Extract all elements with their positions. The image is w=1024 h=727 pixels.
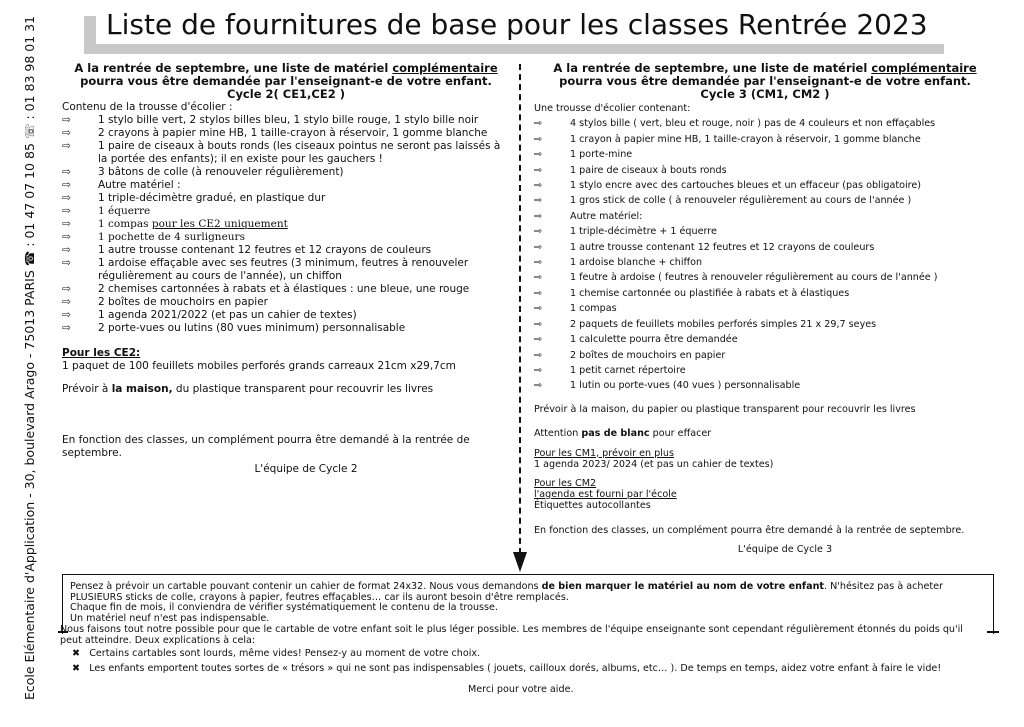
list-item: [534, 378, 996, 393]
footer-notes: [60, 581, 984, 646]
list-item: [62, 205, 510, 218]
footer-border-top: [62, 574, 994, 575]
footer-p1a: Pensez à prévoir un cartable pouvant contenir un cahier de format 24x32. Nous vous demandons: [70, 581, 542, 592]
list-item: [62, 322, 510, 335]
list-item: [62, 192, 510, 205]
cycle2-header-complementaire: complémentaire: [392, 61, 498, 75]
cycle3-home-note: Prévoir à la maison, du papier ou plastique transparent pour recouvrir les livres: [534, 403, 916, 415]
attention-a: Attention: [534, 428, 582, 440]
list-item: [534, 193, 996, 208]
arrow-icon: ⇨: [534, 180, 543, 192]
compas-note: pour les CE2 uniquement: [151, 218, 288, 230]
footer-border-right: [993, 574, 994, 634]
list-item: [534, 224, 996, 239]
arrow-icon: ⇨: [62, 140, 71, 152]
arrow-icon: ⇨: [62, 192, 71, 204]
arrow-icon: ⇨: [62, 296, 71, 308]
list-item-text: 1 autre trousse contenant 12 feutres et 12 crayons de couleurs: [570, 241, 875, 253]
cm2-labels: Étiquettes autocollantes: [534, 499, 651, 511]
cycle2-header: [62, 62, 510, 101]
arrow-icon: ⇨: [62, 127, 71, 139]
cycle2-column: [62, 62, 510, 476]
divider-arrow-icon: [513, 552, 527, 572]
cycle3-header-line1: A la rentrée de septembre, une liste de matériel: [553, 61, 872, 75]
cycle2-intro: Contenu de la trousse d'écolier :: [62, 101, 233, 113]
list-item-text: 1 agenda 2021/2022 (et pas un cahier de textes): [98, 309, 357, 321]
cycle2-home-note: [62, 383, 510, 396]
list-item-text: 1 paire de ciseaux à bouts ronds: [570, 164, 727, 176]
arrow-icon: ⇨: [534, 226, 543, 238]
cycle2-header-line1: A la rentrée de septembre, une liste de matériel: [74, 61, 393, 75]
list-item: [534, 163, 996, 178]
list-item-text: 1 gros stick de colle ( à renouveler régulièrement au cours de l'année ): [570, 195, 912, 207]
list-item: [534, 116, 996, 131]
list-item: [534, 255, 996, 270]
home-note-a: Prévoir à: [62, 383, 112, 395]
list-item-text: 2 crayons à papier mine HB, 1 taille-crayon à réservoir, 1 gomme blanche: [98, 127, 488, 139]
footer-bullet-1-text: Certains cartables sont lourds, même vides! Pensez-y au moment de votre choix.: [89, 648, 481, 659]
list-item: [62, 283, 510, 296]
thanks-note: Merci pour votre aide.: [468, 684, 574, 695]
arrow-icon: ⇨: [62, 244, 71, 256]
home-note-b: la maison,: [111, 383, 173, 395]
arrow-icon: ⇨: [62, 231, 71, 243]
arrow-icon: ⇨: [62, 166, 71, 178]
cm1-text: 1 agenda 2023/ 2024 (et pas un cahier de textes): [534, 458, 774, 470]
list-item-text: 1 stylo encre avec des cartouches bleues et un effaceur (pas obligatoire): [570, 180, 922, 192]
arrow-icon: ⇨: [534, 334, 543, 346]
cycle3-list: [534, 116, 996, 393]
arrow-icon: ⇨: [534, 287, 543, 299]
list-item-text: 1 ardoise effaçable avec ses feutres (3 minimum, feutres à renouveler régulièrement au cours de l'année), un chiffon: [98, 257, 469, 282]
arrow-icon: ⇨: [534, 380, 543, 392]
list-item: [62, 114, 510, 127]
list-item-text: 1 chemise cartonnée ou plastifiée à rabats et à élastiques: [570, 287, 850, 299]
cycle3-header-line3: Cycle 3 (CM1, CM2 ): [700, 87, 830, 101]
cm2-title: Pour les CM2: [534, 477, 597, 489]
list-item: [534, 348, 996, 363]
list-item-text: 1 petit carnet répertoire: [570, 364, 686, 376]
arrow-icon: ⇨: [534, 164, 543, 176]
column-divider: [519, 64, 521, 554]
cycle3-attention: [534, 426, 996, 441]
list-item-text: 4 stylos bille ( vert, bleu et rouge, noir ) pas de 4 couleurs et non effaçables: [570, 118, 936, 130]
attention-b: pas de blanc: [581, 428, 650, 440]
footer-p1c: . N'hésitez pas à acheter PLUSIEURS sticks de colle, crayons à papier, feutres effaçables… car ils auront besoin d'être remplacés.: [70, 581, 943, 603]
cycle3-header-line2: pourra vous être demandée par l'enseignant-e de votre enfant.: [559, 74, 971, 88]
title-banner: [84, 8, 944, 52]
arrow-icon: ⇨: [62, 205, 71, 217]
list-item-text: 1 feutre à ardoise ( feutres à renouveler régulièrement au cours de l'année ): [570, 272, 938, 284]
arrow-icon: ⇨: [534, 133, 543, 145]
cross-icon: ✖: [72, 648, 81, 659]
list-item: [62, 257, 510, 283]
cm1-title: Pour les CM1, prévoir en plus: [534, 447, 674, 459]
list-item-text: 2 porte-vues ou lutins (80 vues minimum) personnalisable: [98, 322, 406, 334]
footer-p1b: de bien marquer le matériel au nom de votre enfant: [541, 581, 824, 592]
list-item-text: 1 pochette de 4 surligneurs: [98, 231, 245, 243]
footer-bullet-2-text: Les enfants emportent toutes sortes de « trésors » qui ne sont pas indispensables ( jouets, cailloux dorés, albums, etc… ). De temps en temps, aidez votre enfant à faire le vide!: [89, 663, 942, 674]
ce2-title: Pour les CE2:: [62, 347, 141, 359]
list-item-text: 1 triple-décimètre + 1 équerre: [570, 226, 717, 238]
list-item: [534, 132, 996, 147]
list-item: [62, 244, 510, 257]
list-item-text: 2 paquets de feuillets mobiles perforés simples 21 x 29,7 seyes: [570, 318, 877, 330]
arrow-icon: ⇨: [62, 218, 71, 230]
arrow-icon: ⇨: [534, 272, 543, 284]
list-item: [62, 179, 510, 192]
list-item-text: 1 équerre: [98, 205, 151, 217]
cycle3-complement: En fonction des classes, un complément pourra être demandé à la rentrée de septembre.: [534, 524, 965, 536]
title-shadow-bottom: [84, 44, 944, 54]
arrow-icon: ⇨: [62, 322, 71, 334]
cycle2-team: L'équipe de Cycle 2: [254, 463, 358, 475]
list-item-text: 3 bâtons de colle (à renouveler régulièrement): [98, 166, 344, 178]
footer-bullet-1: [72, 648, 480, 659]
footer-p4: Nous faisons tout notre possible pour que le cartable de votre enfant soit le plus léger possible. Les membres de l'équipe enseignante sont cependant régulièrement étonnés du poids qu'il peut atteindre. Deux explications à cela:: [60, 624, 963, 646]
list-item: [62, 218, 510, 231]
cycle3-header: [534, 62, 996, 101]
cycle2-complement: En fonction des classes, un complément pourra être demandé à la rentrée de septembre.: [62, 434, 470, 459]
arrow-icon: ⇨: [534, 210, 543, 222]
list-item: [534, 270, 996, 285]
list-item-text: Autre matériel :: [98, 179, 181, 191]
arrow-icon: ⇨: [62, 283, 71, 295]
arrow-icon: ⇨: [534, 149, 543, 161]
cycle3-intro: Une trousse d'écolier contenant:: [534, 103, 691, 114]
list-item: [534, 286, 996, 301]
list-item-text: 2 chemises cartonnées à rabats et à élastiques : une bleue, une rouge: [98, 283, 470, 295]
list-item-text: 1 triple-décimètre gradué, en plastique dur: [98, 192, 326, 204]
list-item: [62, 231, 510, 244]
list-item: [62, 296, 510, 309]
school-address: Ecole Elémentaire d'Application - 30, boulevard Arago - 75013 PARIS ☎ : 01 47 07 10 85 ☏ : 01 83 98 01 31: [22, 15, 37, 700]
footer-p2: Chaque fin de mois, il conviendra de vérifier systématiquement le contenu de la trousse.: [70, 602, 498, 613]
arrow-icon: ⇨: [62, 114, 71, 126]
list-item-text: 2 boîtes de mouchoirs en papier: [570, 349, 726, 361]
list-item-text: 1 crayon à papier mine HB, 1 taille-crayon à réservoir, 1 gomme blanche: [570, 133, 921, 145]
arrow-icon: ⇨: [534, 241, 543, 253]
arrow-icon: ⇨: [534, 195, 543, 207]
school-address-sidebar: [0, 0, 44, 727]
list-item: [62, 166, 510, 179]
list-item: [534, 317, 996, 332]
arrow-icon: ⇨: [62, 257, 71, 269]
list-item-text: 1 compas: [570, 303, 617, 315]
footer-p3: Un matériel neuf n'est pas indispensable.: [70, 612, 270, 624]
cycle3-header-complementaire: complémentaire: [871, 61, 977, 75]
list-item-text: 1 porte-mine: [570, 149, 633, 161]
arrow-icon: ⇨: [534, 318, 543, 330]
ce2-text: 1 paquet de 100 feuillets mobiles perforés grands carreaux 21cm x29,7cm: [62, 360, 456, 372]
list-item: [534, 178, 996, 193]
cm2-agenda-b: fourni par l'école: [596, 488, 677, 500]
list-item-text: 1 ardoise blanche + chiffon: [570, 257, 703, 269]
page-title: Liste de fournitures de base pour les classes Rentrée 2023: [106, 8, 928, 41]
home-note-c: du plastique transparent pour recouvrir les livres: [172, 383, 434, 395]
attention-c: pour effacer: [649, 428, 712, 440]
list-item-text: 1 paire de ciseaux à bouts ronds (les ciseaux pointus ne seront pas laissés à la portée des enfants); il en existe pour les gauchers !: [98, 140, 501, 165]
arrow-icon: ⇨: [534, 257, 543, 269]
arrow-icon: ⇨: [534, 364, 543, 376]
list-item-text: 1 lutin ou porte-vues (40 vues ) personnalisable: [570, 380, 801, 392]
footer-bullet-2: [72, 663, 941, 674]
cycle3-team: L'équipe de Cycle 3: [737, 543, 833, 555]
list-item: [62, 127, 510, 140]
footer-p1: [70, 582, 984, 603]
arrow-icon: ⇨: [534, 118, 543, 130]
arrow-icon: ⇨: [62, 309, 71, 321]
list-item-text: 2 boîtes de mouchoirs en papier: [98, 296, 268, 308]
arrow-icon: ⇨: [62, 179, 71, 191]
footer-dash-right: [987, 631, 999, 633]
list-item: [534, 209, 996, 224]
list-item: [62, 140, 510, 166]
list-item-text: 1 stylo bille vert, 2 stylos billes bleu, 1 stylo bille rouge, 1 stylo bille noir: [98, 114, 479, 126]
cycle2-header-line2: pourra vous être demandée par l'enseignant-e de votre enfant.: [80, 74, 492, 88]
list-item: [534, 240, 996, 255]
list-item: [62, 309, 510, 322]
cross-icon: ✖: [72, 663, 81, 674]
cm2-agenda-a: l'agenda est: [534, 488, 596, 500]
list-item-text: 1 autre trousse contenant 12 feutres et 12 crayons de couleurs: [98, 244, 432, 256]
list-item-text: Autre matériel:: [570, 210, 643, 222]
list-item: [534, 147, 996, 162]
list-item: [534, 332, 996, 347]
arrow-icon: ⇨: [534, 303, 543, 315]
cycle3-column: [534, 62, 996, 557]
arrow-icon: ⇨: [534, 349, 543, 361]
list-item: [534, 363, 996, 378]
cycle2-list: [62, 114, 510, 335]
list-item: [534, 301, 996, 316]
list-item-text: 1 calculette pourra être demandée: [570, 334, 738, 346]
cycle2-header-line3: Cycle 2( CE1,CE2 ): [227, 87, 345, 101]
list-item-text: 1 compas: [98, 218, 152, 230]
